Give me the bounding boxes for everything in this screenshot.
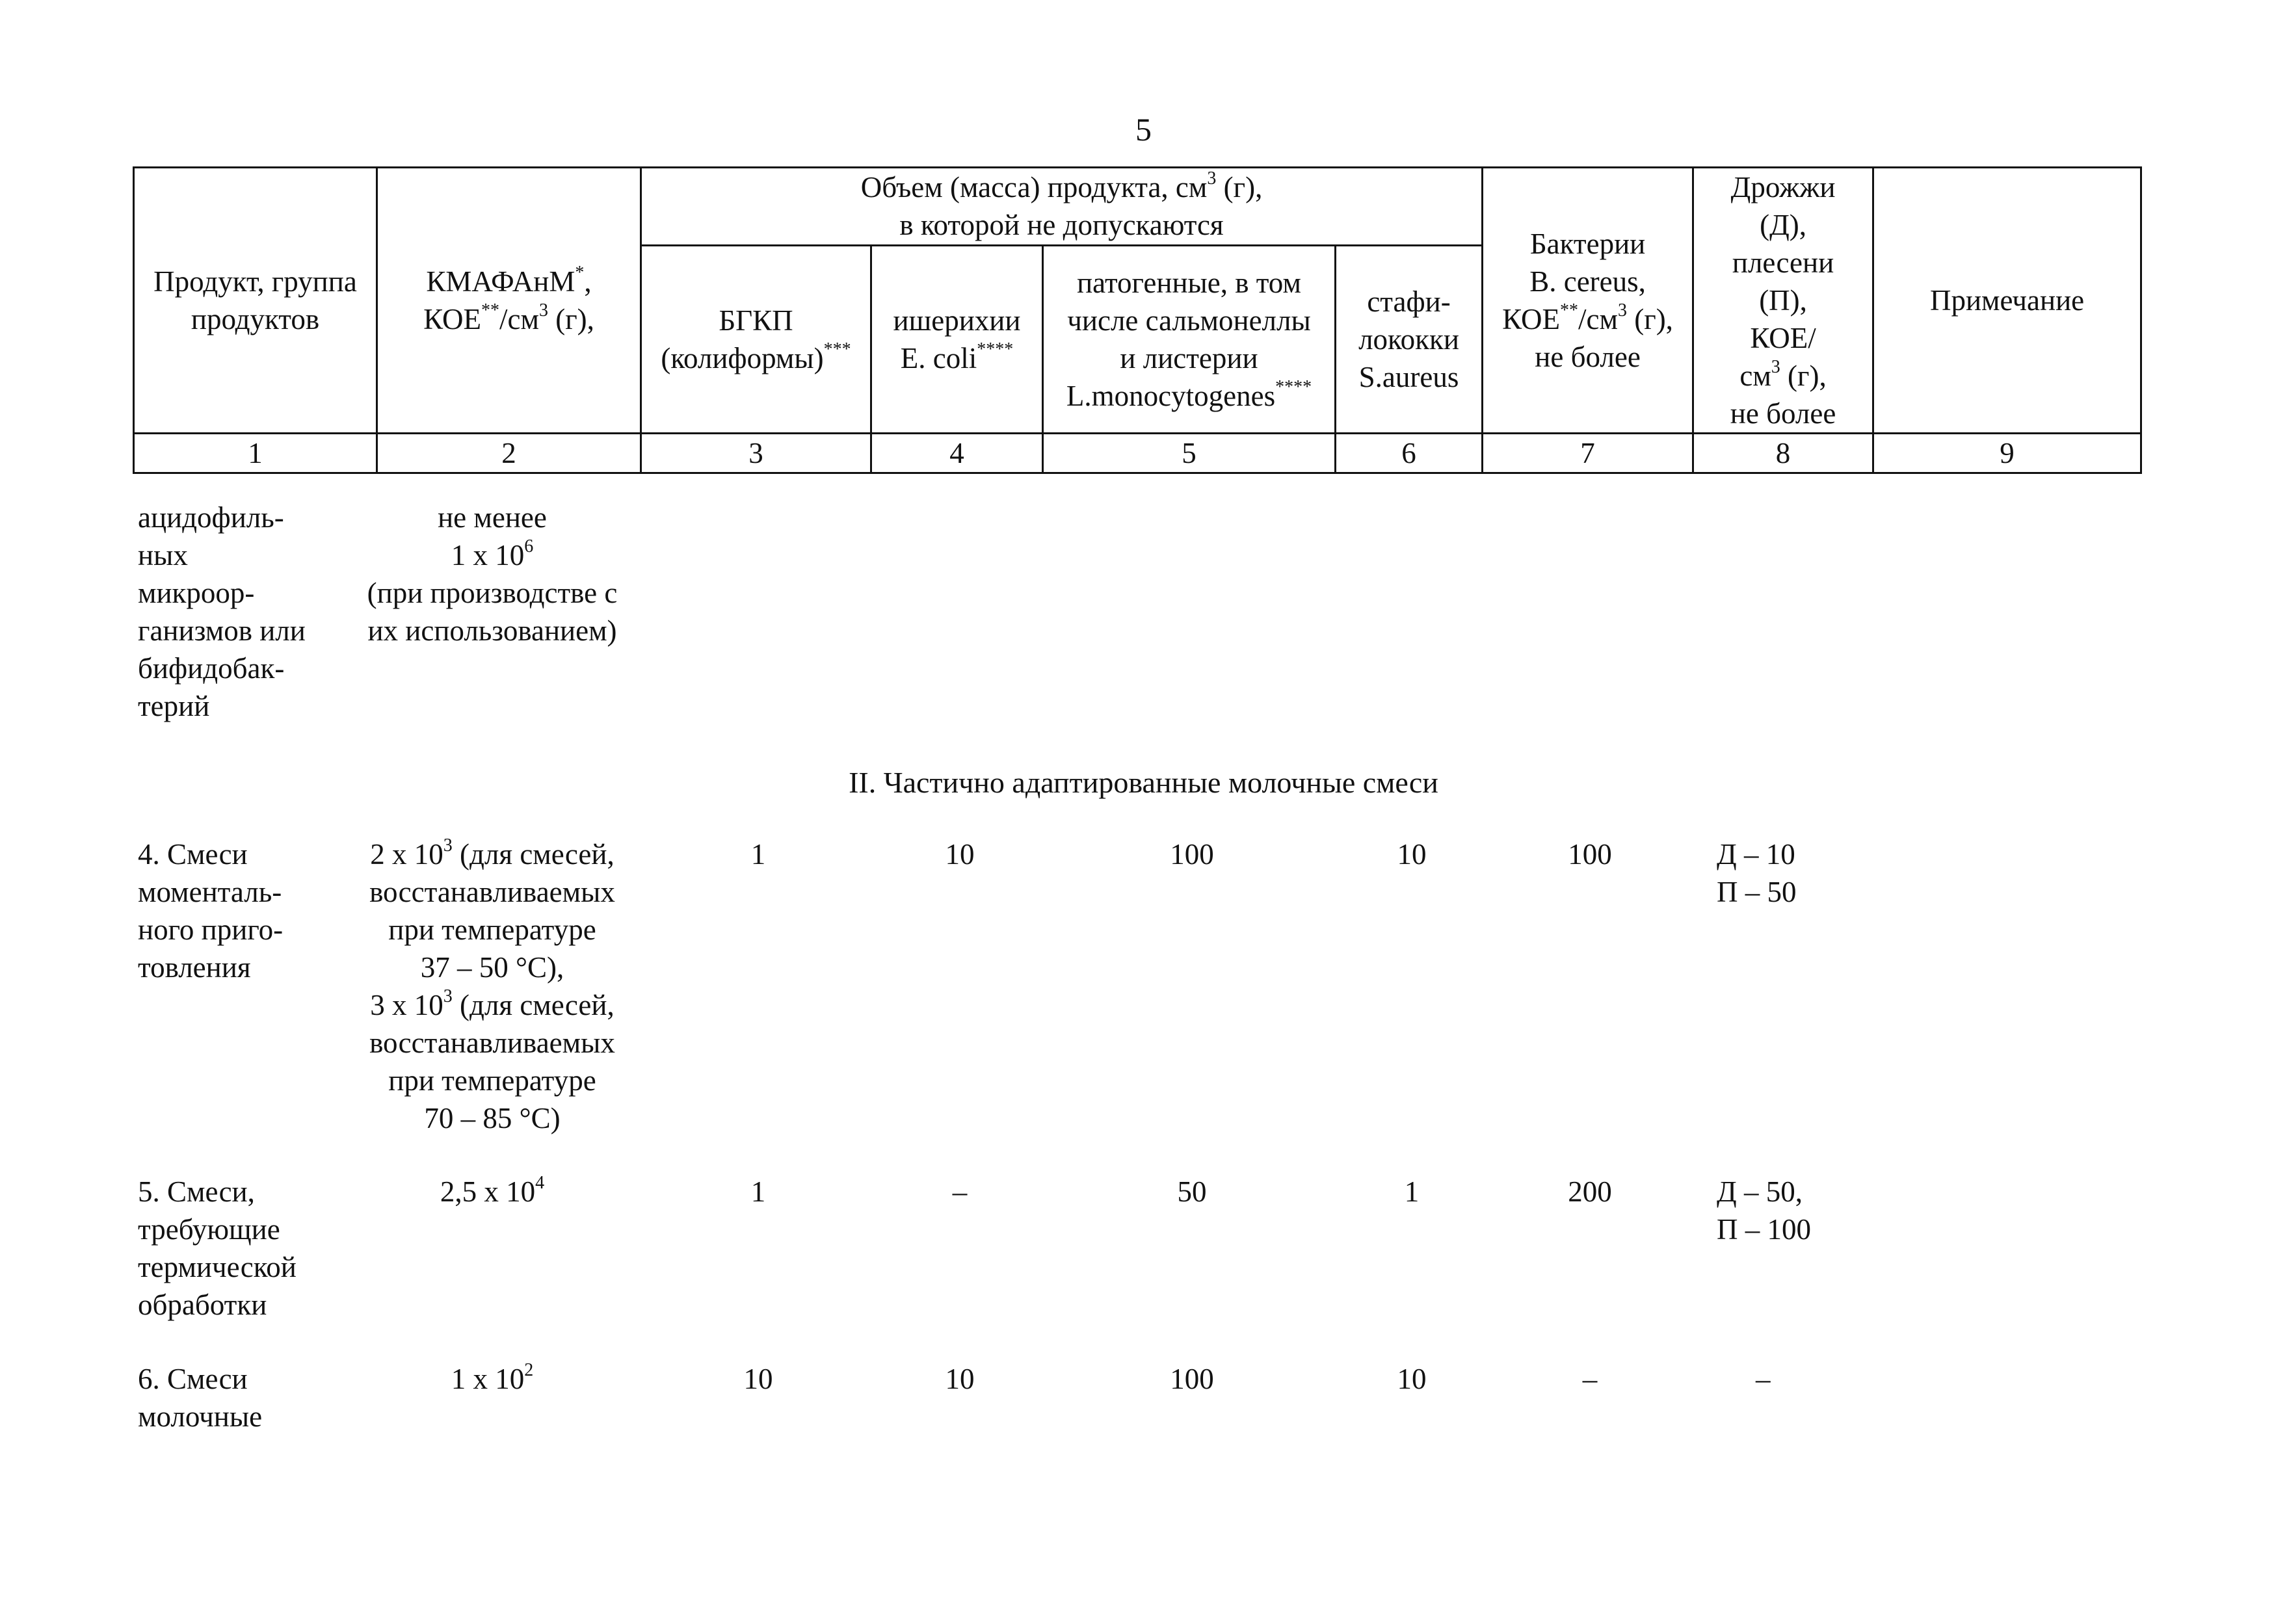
row-5-ecoli: –	[952, 1175, 968, 1208]
column-number: 8	[1693, 434, 1873, 473]
row-5-kmafanm: 2,5 x $10^4$	[440, 1173, 545, 1208]
row-4-ecoli: 10	[945, 838, 975, 871]
row-4-bcereus: 100	[1568, 838, 1612, 871]
page-number: 5	[1135, 111, 1152, 148]
row-5-product: 5. Смеси, требующие термической обработки	[138, 1175, 297, 1321]
column-number: 1	[134, 434, 377, 473]
row-4-staph: 10	[1397, 838, 1427, 871]
row-4-pathogens: 100	[1170, 838, 1214, 871]
row-5-yeast: Д – 50, П – 100	[1717, 1175, 1811, 1246]
column-number: 3	[641, 434, 871, 473]
row-6-pathogens: 100	[1170, 1363, 1214, 1395]
row-5-bcereus: 200	[1568, 1175, 1612, 1208]
row-4-product: 4. Смеси моменталь- ного приго- товления	[138, 838, 284, 984]
header-yeast-mold: Дрожжи (Д), плесени (П), КОЕ/ $см^3$ (г), не более	[1693, 168, 1873, 434]
continuation-kmafanm: не менее 1 x $10^6$ (при производстве с их использованием)	[367, 501, 618, 647]
row-6-ecoli: 10	[945, 1363, 975, 1395]
column-number: 6	[1336, 434, 1483, 473]
header-product: Продукт, группа продуктов	[134, 168, 377, 434]
header-bcereus: Бактерии B. cereus, $КОЕ^{**}/см^3$ (г), не более	[1483, 168, 1693, 434]
row-4-bgkp: 1	[750, 838, 766, 871]
header-note: Примечание	[1873, 168, 2141, 434]
row-4-yeast: Д – 10 П – 50	[1717, 838, 1797, 908]
row-5-bgkp: 1	[750, 1175, 766, 1208]
row-4-kmafanm: 2 x $10^3$ (для смесей, восстанавливаемых при температуре 37 – 50 °С), 3 x $10^3$ (для смесей, восстанавливаемых при температуре 70 – 85 °С)	[369, 835, 615, 1134]
row-6-kmafanm: 1 x $10^2$	[451, 1360, 534, 1395]
row-5-staph: 1	[1404, 1175, 1420, 1208]
row-6-yeast: –	[1756, 1363, 1771, 1395]
row-6-product: 6. Смеси молочные	[138, 1363, 263, 1433]
header-ecoli: ишерихии E. coli****	[871, 245, 1043, 433]
column-number: 9	[1873, 434, 2141, 473]
header-pathogens: патогенные, в том числе сальмонеллы и листерии L.monocytogenes****	[1043, 245, 1336, 433]
row-6-bcereus: –	[1582, 1363, 1598, 1395]
row-5-pathogens: 50	[1177, 1175, 1207, 1208]
section-title: II. Частично адаптированные молочные смеси	[849, 766, 1438, 799]
column-number: 7	[1483, 434, 1693, 473]
column-number: 4	[871, 434, 1043, 473]
header-bgkp: БГКП (колиформы)***	[641, 245, 871, 433]
header-staph: стафи- лококки S.aureus	[1336, 245, 1483, 433]
row-6-bgkp: 10	[743, 1363, 773, 1395]
column-number: 5	[1043, 434, 1336, 473]
header-volume-group: Объем (масса) продукта, $см^3$ (г), в которой не допускаются	[641, 168, 1483, 246]
row-6-staph: 10	[1397, 1363, 1427, 1395]
header-kmafanm: КМАФАнМ*, $КОЕ^{**}/см^3$ (г),	[377, 168, 641, 434]
continuation-product: ацидофиль- ных микроор- ганизмов или бифидобак- терий	[138, 501, 306, 722]
column-number: 2	[377, 434, 641, 473]
